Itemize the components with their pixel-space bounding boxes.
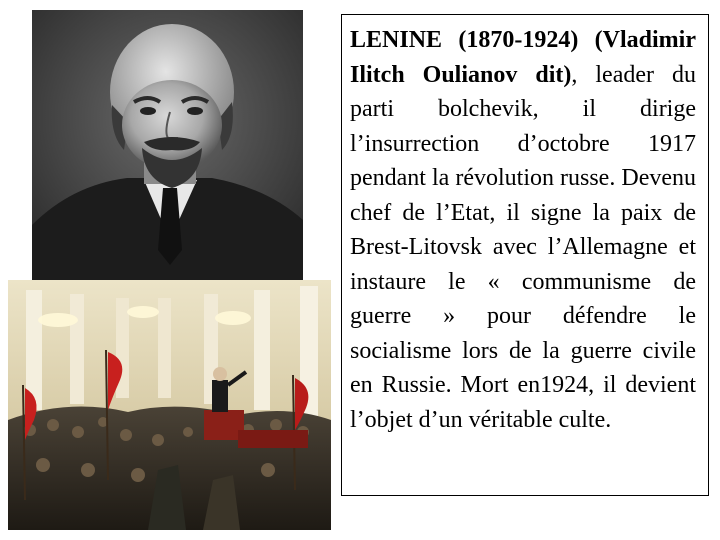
bio-full-name: (Vladimir Ilitch Oulianov dit): [350, 27, 696, 88]
biography-box: [341, 14, 709, 496]
bio-name: LENINE: [350, 27, 443, 53]
bio-dates: (1870-1924): [458, 27, 579, 53]
biography-text: [350, 23, 696, 437]
portrait-illustration: [32, 10, 303, 280]
painting-illustration: [8, 280, 331, 530]
bio-body: , leader du parti bolchevik, il dirige l’insurrection d’octobre 1917 pendant la révolution russe. Devenu chef de l’Etat, il signe la paix de Brest-Litovsk avec l’Allemagne et instaure le « communisme de guerre » pour défendre le socialisme lors de la guerre civile en Russie. Mort en1924, il devient l’objet d’un véritable culte.: [350, 61, 696, 433]
meeting-painting: [8, 280, 331, 530]
portrait-photo: [32, 10, 303, 280]
